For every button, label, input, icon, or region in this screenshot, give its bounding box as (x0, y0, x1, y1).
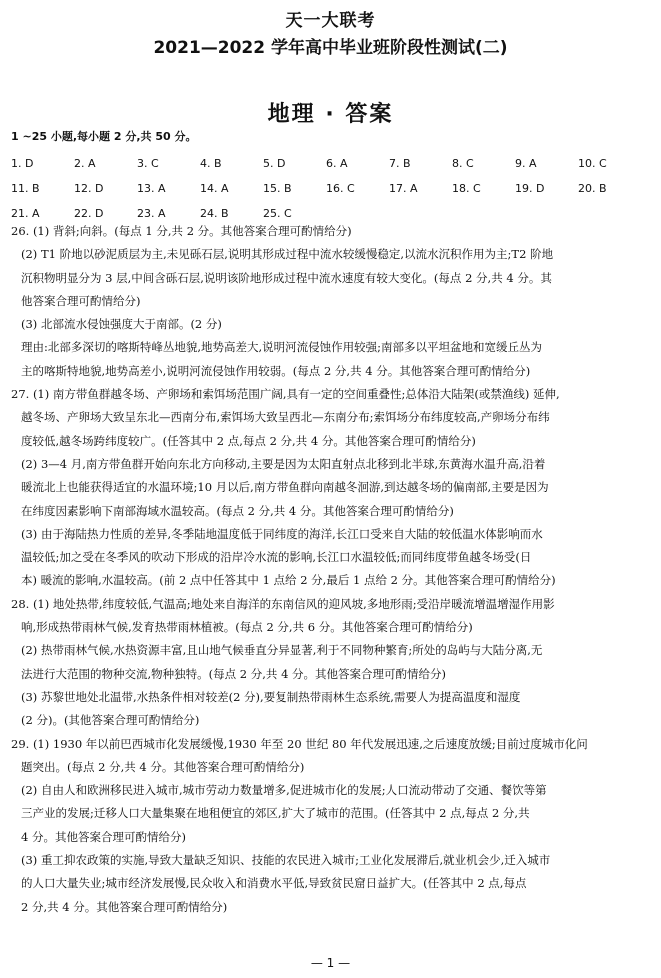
answer-line: 响,形成热带雨林气候,发育热带雨林植被。(每点 2 分,共 6 分。其他答案合理可酌情给分) (21, 620, 473, 635)
mc-answer: 21. A (11, 207, 40, 220)
answer-line: (2) T1 阶地以砂泥质层为主,未见砾石层,说明其形成过程中流水较缓慢稳定,以流水沉积作用为主;T2 阶地 (21, 247, 554, 262)
question-answer-line: 28. (1) 地处热带,纬度较低,气温高;地处来自海洋的东南信风的迎风坡,多地形雨;受沿岸暖流增温增湿作用影 (11, 596, 555, 611)
answer-line: 他答案合理可酌情给分) (21, 293, 141, 308)
question-answer-line: 27. (1) 南方带鱼群越冬场、产卵场和索饵场范围广阔,具有一定的空间重叠性;总体沿大陆架(或禁渔线) 延伸, (11, 387, 560, 402)
multiple-choice-answers (11, 151, 651, 226)
mc-answer: 2. A (74, 157, 96, 170)
answer-line: (2) 热带雨林气候,水热资源丰富,且山地气候垂直分异显著,利于不同物种繁育;所处的岛屿与大陆分离,无 (21, 643, 543, 658)
mc-row (11, 151, 651, 176)
answer-line: 在纬度因素影响下南部海域水温较高。(每点 2 分,共 4 分。其他答案合理可酌情给分) (21, 503, 454, 518)
subject-title: 地理 · 答案 (267, 102, 394, 127)
answer-line: (3) 苏黎世地处北温带,水热条件相对较差(2 分),要复制热带雨林生态系统,需要人为提高温度和湿度 (21, 689, 521, 704)
answer-line: 理由:北部多深切的喀斯特峰丛地貌,地势高差大,说明河流侵蚀作用较强;南部多以平坦盆地和宽缓丘丛为 (21, 340, 543, 355)
mc-answer: 7. B (389, 157, 411, 170)
mc-answer: 16. C (326, 182, 355, 195)
mc-answer: 3. C (137, 157, 159, 170)
mc-answer: 23. A (137, 207, 166, 220)
mc-row (11, 176, 651, 201)
mc-answer: 1. D (11, 157, 34, 170)
question-answer-line: 26. (1) 背斜;向斜。(每点 1 分,共 2 分。其他答案合理可酌情给分) (11, 224, 352, 238)
mc-answer: 4. B (200, 157, 222, 170)
mc-answer: 17. A (389, 182, 418, 195)
answer-line: 温较低;加之受在冬季风的吹动下形成的沿岸冷水流的影响,长江口水温较低;而同纬度带鱼越冬场受(日 (21, 550, 532, 565)
answer-line: (3) 由于海陆热力性质的差异,冬季陆地温度低于同纬度的海洋,长江口受来自大陆的较低温水体影响而水 (21, 526, 543, 541)
mc-answer: 10. C (578, 157, 607, 170)
answer-line: 2 分,共 4 分。其他答案合理可酌情给分) (21, 899, 228, 914)
answer-line: 暖流北上也能获得适宜的水温环境;10 月以后,南方带鱼群向南越冬洄游,到达越冬场的偏南部,主要是因为 (21, 480, 549, 495)
mc-answer: 18. C (452, 182, 481, 195)
mc-answer: 14. A (200, 182, 229, 195)
mc-answer: 24. B (200, 207, 229, 220)
answer-line: 度较低,越冬场跨纬度较广。(任答其中 2 点,每点 2 分,共 4 分。其他答案合理可酌情给分) (21, 433, 476, 448)
answer-line: (2) 自由人和欧洲移民进入城市,城市劳动力数量增多,促进城市化的发展;人口流动带动了交通、餐饮等第 (21, 783, 547, 798)
answer-line: 本) 暖流的影响,水温较高。(前 2 点中任答其中 1 点给 2 分,最后 1 点给 2 分。其他答案合理可酌情给分) (21, 573, 556, 588)
answer-line: 4 分。其他答案合理可酌情给分) (21, 829, 186, 844)
mc-answer: 8. C (452, 157, 474, 170)
answer-line: (2) 3—4 月,南方带鱼群开始向东北方向移动,主要是因为太阳直射点北移到北半球,东黄海水温升高,沿着 (21, 456, 546, 471)
mc-answer: 13. A (137, 182, 166, 195)
mc-answer: 12. D (74, 182, 104, 195)
mc-answer: 20. B (578, 182, 607, 195)
answer-line: 题突出。(每点 2 分,共 4 分。其他答案合理可酌情给分) (21, 759, 305, 774)
mc-answer: 15. B (263, 182, 292, 195)
answer-line: 的人口大量失业;城市经济发展慢,民众收入和消费水平低,导致贫民窟日益扩大。(任答其中 2 点,每点 (21, 876, 527, 891)
mc-answer: 22. D (74, 207, 104, 220)
answer-line: 沉积物明显分为 3 层,中间含砾石层,说明该阶地形成过程中流水速度有较大变化。(每点 2 分,共 4 分。其 (21, 270, 552, 285)
mc-answer: 25. C (263, 207, 292, 220)
exam-title: 2021—2022 学年高中毕业班阶段性测试(二) (153, 38, 508, 58)
mc-answer: 11. B (11, 182, 40, 195)
answer-line: (3) 重工抑农政策的实施,导致大量缺乏知识、技能的农民进入城市;工业化发展滞后,就业机会少,迁入城市 (21, 853, 551, 868)
mc-instructions: 1 ~25 小题,每小题 2 分,共 50 分。 (11, 130, 197, 143)
answer-line: 越冬场、产卵场大致呈东北—西南分布,索饵场大致呈西北—东南分布;索饵场分布纬度较高,产卵场分布纬 (21, 410, 550, 425)
answer-line: (2 分)。(其他答案合理可酌情给分) (21, 713, 200, 728)
mc-answer: 9. A (515, 157, 537, 170)
answer-line: 主的喀斯特地貌,地势高差小,说明河流侵蚀作用较弱。(每点 2 分,共 4 分。其他答案合理可酌情给分) (21, 363, 531, 378)
page-number: — 1 — (310, 956, 351, 970)
answer-line: 法进行大范围的物种交流,物种独特。(每点 2 分,共 4 分。其他答案合理可酌情给分) (21, 666, 447, 681)
mc-answer: 5. D (263, 157, 286, 170)
answer-line: (3) 北部流水侵蚀强度大于南部。(2 分) (21, 317, 222, 332)
question-answer-line: 29. (1) 1930 年以前巴西城市化发展缓慢,1930 年至 20 世纪 80 年代发展迅速,之后速度放缓;目前过度城市化问 (11, 736, 588, 751)
free-response-answers (11, 220, 651, 919)
answer-line: 三产业的发展;迁移人口大量集聚在地租便宜的郊区,扩大了城市的范围。(任答其中 2 点,每点 2 分,共 (21, 806, 530, 821)
mc-answer: 6. A (326, 157, 348, 170)
mc-answer: 19. D (515, 182, 545, 195)
exam-org-title: 天一大联考 (285, 11, 376, 31)
